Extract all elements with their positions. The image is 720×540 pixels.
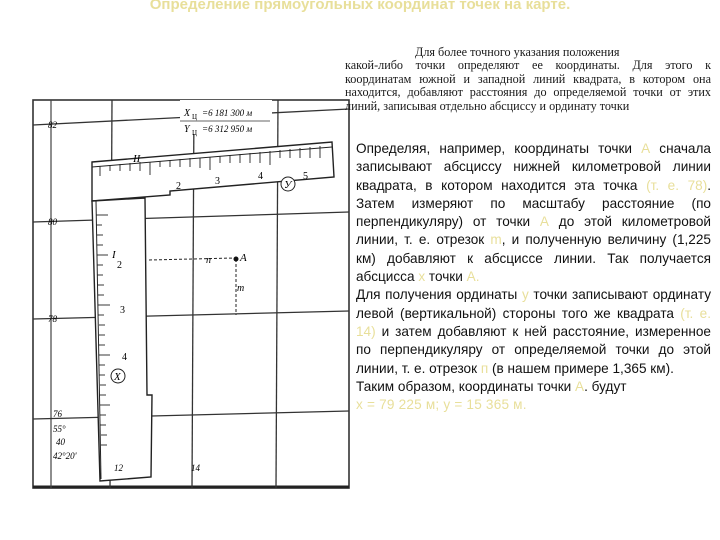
paragraph-3: Таким образом, координаты точки А. будут	[356, 378, 627, 394]
highlight: А.	[466, 269, 480, 285]
ruler-number-5: 5	[303, 171, 308, 182]
edge-label-40: 40	[56, 437, 65, 447]
highlight: п	[480, 360, 489, 376]
ruler-number-2: 2	[176, 181, 181, 192]
axis-y-label: У	[284, 179, 292, 191]
highlight: m	[490, 232, 502, 248]
paragraph-2: Для получения ординаты у точки записывают ординату левой (вертикальной) стороны того же квадрата (т. е. 14) и затем добавляют к ней расстояние, измеренное по перпендикуляру от определяемой точки до этой линии, т. е. отрезок п (в нашем примере 1,365 км).	[356, 287, 711, 376]
svg-text:Ц: Ц	[192, 129, 198, 137]
grid-line-76	[33, 411, 349, 419]
map-diagram	[30, 95, 352, 490]
point-a-group	[149, 252, 247, 315]
vruler-number-2: 2	[117, 260, 122, 271]
highlight: (т. е. 78)	[646, 177, 708, 193]
coordinate-plate	[180, 100, 272, 137]
horizontal-ruler	[92, 142, 334, 201]
result-line	[356, 396, 711, 414]
vruler-number-3: 3	[120, 305, 125, 316]
edge-label-78: 78	[48, 314, 57, 324]
grid-line-78	[33, 311, 349, 319]
segment-n-label: п	[206, 255, 211, 266]
highlight: у	[521, 287, 529, 303]
result-values: х = 79 225 м; у = 15 365 м.	[356, 397, 527, 413]
page-title: Определение прямоугольных координат точек на карте.	[149, 0, 571, 13]
highlight: х	[418, 269, 426, 285]
point-a-label: А	[240, 252, 247, 264]
point-a-marker	[234, 257, 239, 262]
left-edge-labels	[48, 120, 78, 461]
highlight: (т. е. 14)	[356, 305, 711, 339]
intro-paragraph	[345, 46, 711, 113]
ruler-number-4: 4	[258, 171, 263, 182]
segment-n	[149, 258, 235, 260]
edge-label-76: 76	[53, 409, 62, 419]
main-text	[356, 140, 711, 414]
coord-y-value: =6 312 950 м	[202, 124, 253, 134]
axis-x-label: Х	[114, 371, 121, 383]
coord-y-label: Y	[184, 124, 190, 135]
edge-label-12: 12	[114, 463, 123, 473]
segment-m-label: m	[237, 283, 245, 294]
vruler-number-4: 4	[122, 352, 127, 363]
ruler-number-3: 3	[215, 176, 220, 187]
highlight: А	[539, 214, 549, 230]
coord-x-label: X	[184, 108, 191, 119]
intro-first-line: Для более точного указания положения	[415, 45, 620, 59]
paragraph-1: Определяя, например, координаты точки А сначала записывают абсциссу нижней километровой линии квадрата, в котором находится эта точка (т. е. 78). Затем измеряют по масштабу расстояние (по перпендикуляру) от точки А до этой километровой линии, т. е. отрезок m, и полученную величину (1,225 км) добавляют к абсциссе линии. Так получается абсцисса х точки А.	[356, 141, 712, 285]
ruler-tag-h: II	[133, 153, 141, 165]
intro-rest: какой-либо точки определяют ее координаты. Для этого к координатам южной и западной линий квадрата, в котором она находится, добавляют расстояния до определяемой точки от этих линий, записывая отдельно абсциссу и ординату точки	[345, 58, 711, 113]
edge-label-80: 80	[48, 217, 57, 227]
vertical-ruler	[92, 198, 152, 481]
edge-label-14: 14	[191, 463, 200, 473]
edge-label-lat: 42°20'	[53, 451, 77, 461]
svg-text:Ц: Ц	[192, 113, 198, 121]
edge-label-82: 82	[48, 120, 57, 130]
grid-line-80	[33, 212, 349, 222]
vruler-tag: I	[112, 249, 116, 261]
highlight: А	[641, 141, 651, 156]
edge-label-55: 55°	[53, 424, 66, 434]
highlight: А	[575, 378, 585, 394]
coord-x-value: =6 181 300 м	[202, 108, 253, 118]
